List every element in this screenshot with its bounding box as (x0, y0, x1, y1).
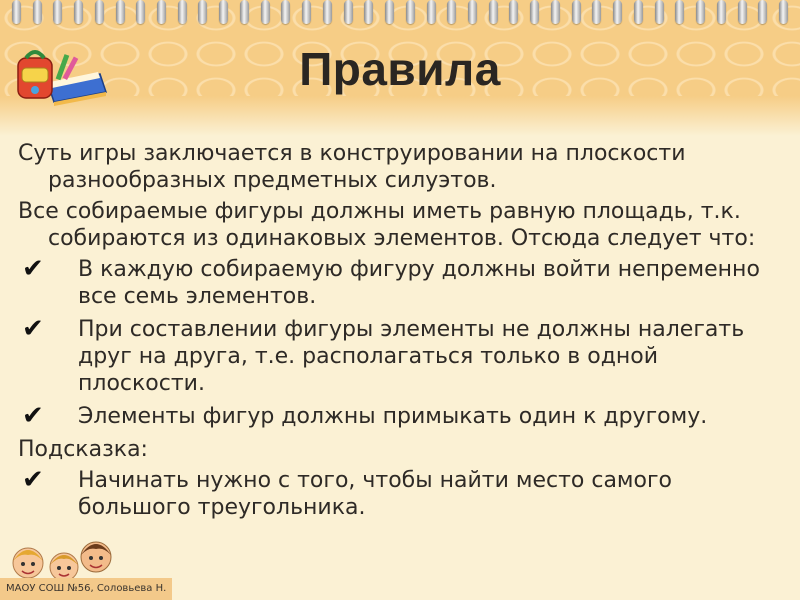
check-mark-icon: ✔ (22, 401, 44, 431)
hint-item (14, 467, 784, 521)
slide-content (14, 140, 784, 527)
paragraph: Все собираемые фигуры должны иметь равную площадь, т.к. собираются из одинаковых элементов. Отсюда следует что: (18, 199, 756, 251)
hint-label: Подсказка: (18, 437, 148, 462)
check-mark-icon: ✔ (22, 254, 44, 284)
paragraph: Суть игры заключается в конструировании на плоскости разнообразных предметных силуэтов. (18, 141, 686, 193)
hint-text: Начинать нужно с того, чтобы найти место самого большого треугольника. (78, 468, 673, 520)
rule-text: Элементы фигур должны примыкать один к другому. (78, 404, 708, 429)
spiral-binding (0, 0, 800, 30)
rule-text: При составлении фигуры элементы не должны налегать друг на друга, т.е. располагаться только в одной плоскости. (78, 317, 745, 396)
rule-text: В каждую собираемую фигуру должны войти непременно все семь элементов. (78, 257, 760, 309)
rule-item (14, 316, 784, 397)
check-mark-icon: ✔ (22, 465, 44, 495)
footer-credit: МАОУ СОШ №56, Соловьева Н. (0, 578, 172, 600)
page-title: Правила (299, 43, 501, 95)
rule-item (14, 403, 784, 430)
rule-item (14, 256, 784, 310)
header-fade (0, 96, 800, 136)
check-mark-icon: ✔ (22, 314, 44, 344)
